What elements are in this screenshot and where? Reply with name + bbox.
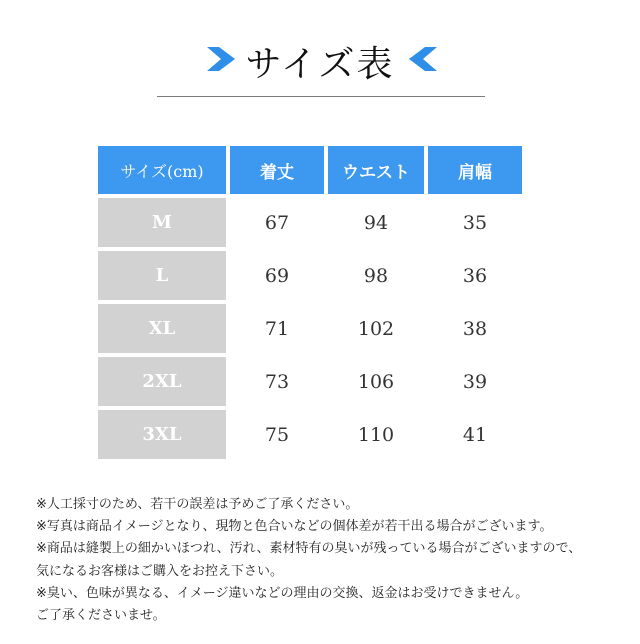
table-row xyxy=(98,304,522,353)
waist-value: 98 xyxy=(363,264,389,287)
title-area xyxy=(0,34,640,84)
size-label: XL xyxy=(98,304,226,353)
note-line: ※臭い、色味が異なる、イメージ違いなどの理由の交換、返金はお受けできません。 xyxy=(36,585,529,601)
length-value: 67 xyxy=(264,211,290,234)
note-line: ※写真は商品イメージとなり、現物と色合いなどの個体差が若干出る場合がございます。 xyxy=(36,519,553,535)
title-divider xyxy=(157,96,485,97)
table-row xyxy=(98,357,522,406)
size-label: 3XL xyxy=(98,410,226,459)
waist-value: 94 xyxy=(363,211,389,234)
note-line: ご了承くださいませ。 xyxy=(36,608,166,624)
header-waist: ウエスト xyxy=(328,146,424,194)
notes-block xyxy=(36,494,616,627)
table-row xyxy=(98,251,522,300)
note-line: ※商品は縫製上の細かいほつれ、汚れ、素材特有の臭いが残っている場合がございますので、 xyxy=(36,541,582,557)
length-value: 75 xyxy=(264,423,290,446)
header-length: 着丈 xyxy=(230,146,324,194)
header-shoulder: 肩幅 xyxy=(428,146,522,194)
table-row xyxy=(98,198,522,247)
note-line: 気になるお客様はご購入をお控え下さい。 xyxy=(36,563,284,579)
waist-value: 110 xyxy=(357,423,395,446)
size-label: L xyxy=(98,251,226,300)
length-value: 69 xyxy=(264,264,290,287)
shoulder-value: 36 xyxy=(462,264,488,287)
size-label: 2XL xyxy=(98,357,226,406)
chevron-left-icon xyxy=(405,44,439,74)
waist-value: 102 xyxy=(357,317,395,340)
size-label: M xyxy=(98,198,226,247)
shoulder-value: 39 xyxy=(462,370,488,393)
waist-value: 106 xyxy=(357,370,395,393)
size-table xyxy=(94,142,526,463)
shoulder-value: 35 xyxy=(462,211,488,234)
note-line: ※人工採寸のため、若干の誤差は予めご了承ください。 xyxy=(36,497,359,512)
length-value: 71 xyxy=(264,317,290,340)
header-size: サイズ(cm) xyxy=(98,146,226,194)
page-title: サイズ表 xyxy=(245,44,395,85)
table-row xyxy=(98,410,522,459)
length-value: 73 xyxy=(264,370,290,393)
table-header-row xyxy=(98,146,522,194)
shoulder-value: 38 xyxy=(462,317,488,340)
shoulder-value: 41 xyxy=(462,423,488,446)
